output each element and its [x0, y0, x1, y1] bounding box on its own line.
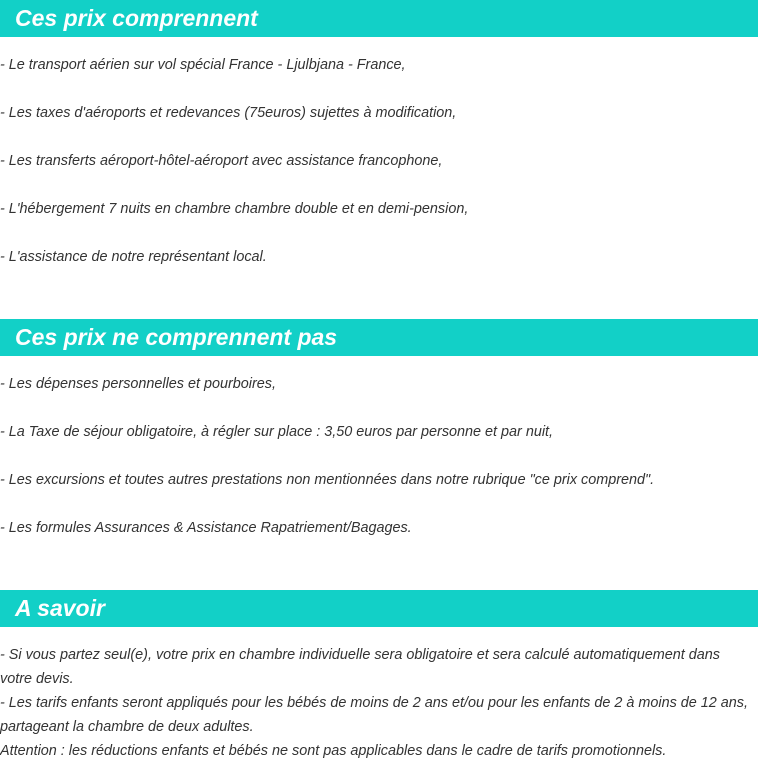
- included-item-accommodation: - L'hébergement 7 nuits en chambre chambre double et en demi-pension,: [0, 201, 469, 217]
- section-header-included: Ces prix comprennent: [0, 0, 758, 37]
- section-header-good-to-know: A savoir: [0, 590, 758, 627]
- included-item-flight: - Le transport aérien sur vol spécial France - Ljulbjana - France,: [0, 57, 406, 73]
- included-item-assistance: - L'assistance de notre représentant local.: [0, 249, 267, 265]
- excluded-item-insurance: - Les formules Assurances & Assistance Rapatriement/Bagages.: [0, 520, 412, 536]
- included-item-airport-taxes: - Les taxes d'aéroports et redevances (75euros) sujettes à modification,: [0, 105, 457, 121]
- excluded-item-excursions: - Les excursions et toutes autres prestations non mentionnées dans notre rubrique "ce prix comprend".: [0, 472, 655, 488]
- info-item-attention-note: Attention : les réductions enfants et bébés ne sont pas applicables dans le cadre de tarifs promotionnels.: [0, 743, 667, 759]
- section-header-not-included: Ces prix ne comprennent pas: [0, 319, 758, 356]
- info-item-single-room: - Si vous partez seul(e), votre prix en chambre individuelle sera obligatoire et sera calculé automatiquement dans votre devis.: [0, 647, 720, 687]
- info-item-child-rates: - Les tarifs enfants seront appliqués pour les bébés de moins de 2 ans et/ou pour les enfants de 2 à moins de 12 ans, partageant la chambre de deux adultes.: [0, 695, 748, 735]
- excluded-item-personal-expenses: - Les dépenses personnelles et pourboires,: [0, 376, 276, 392]
- excluded-item-tourist-tax: - La Taxe de séjour obligatoire, à régler sur place : 3,50 euros par personne et par nuit,: [0, 424, 554, 440]
- included-item-transfers: - Les transferts aéroport-hôtel-aéroport avec assistance francophone,: [0, 153, 443, 169]
